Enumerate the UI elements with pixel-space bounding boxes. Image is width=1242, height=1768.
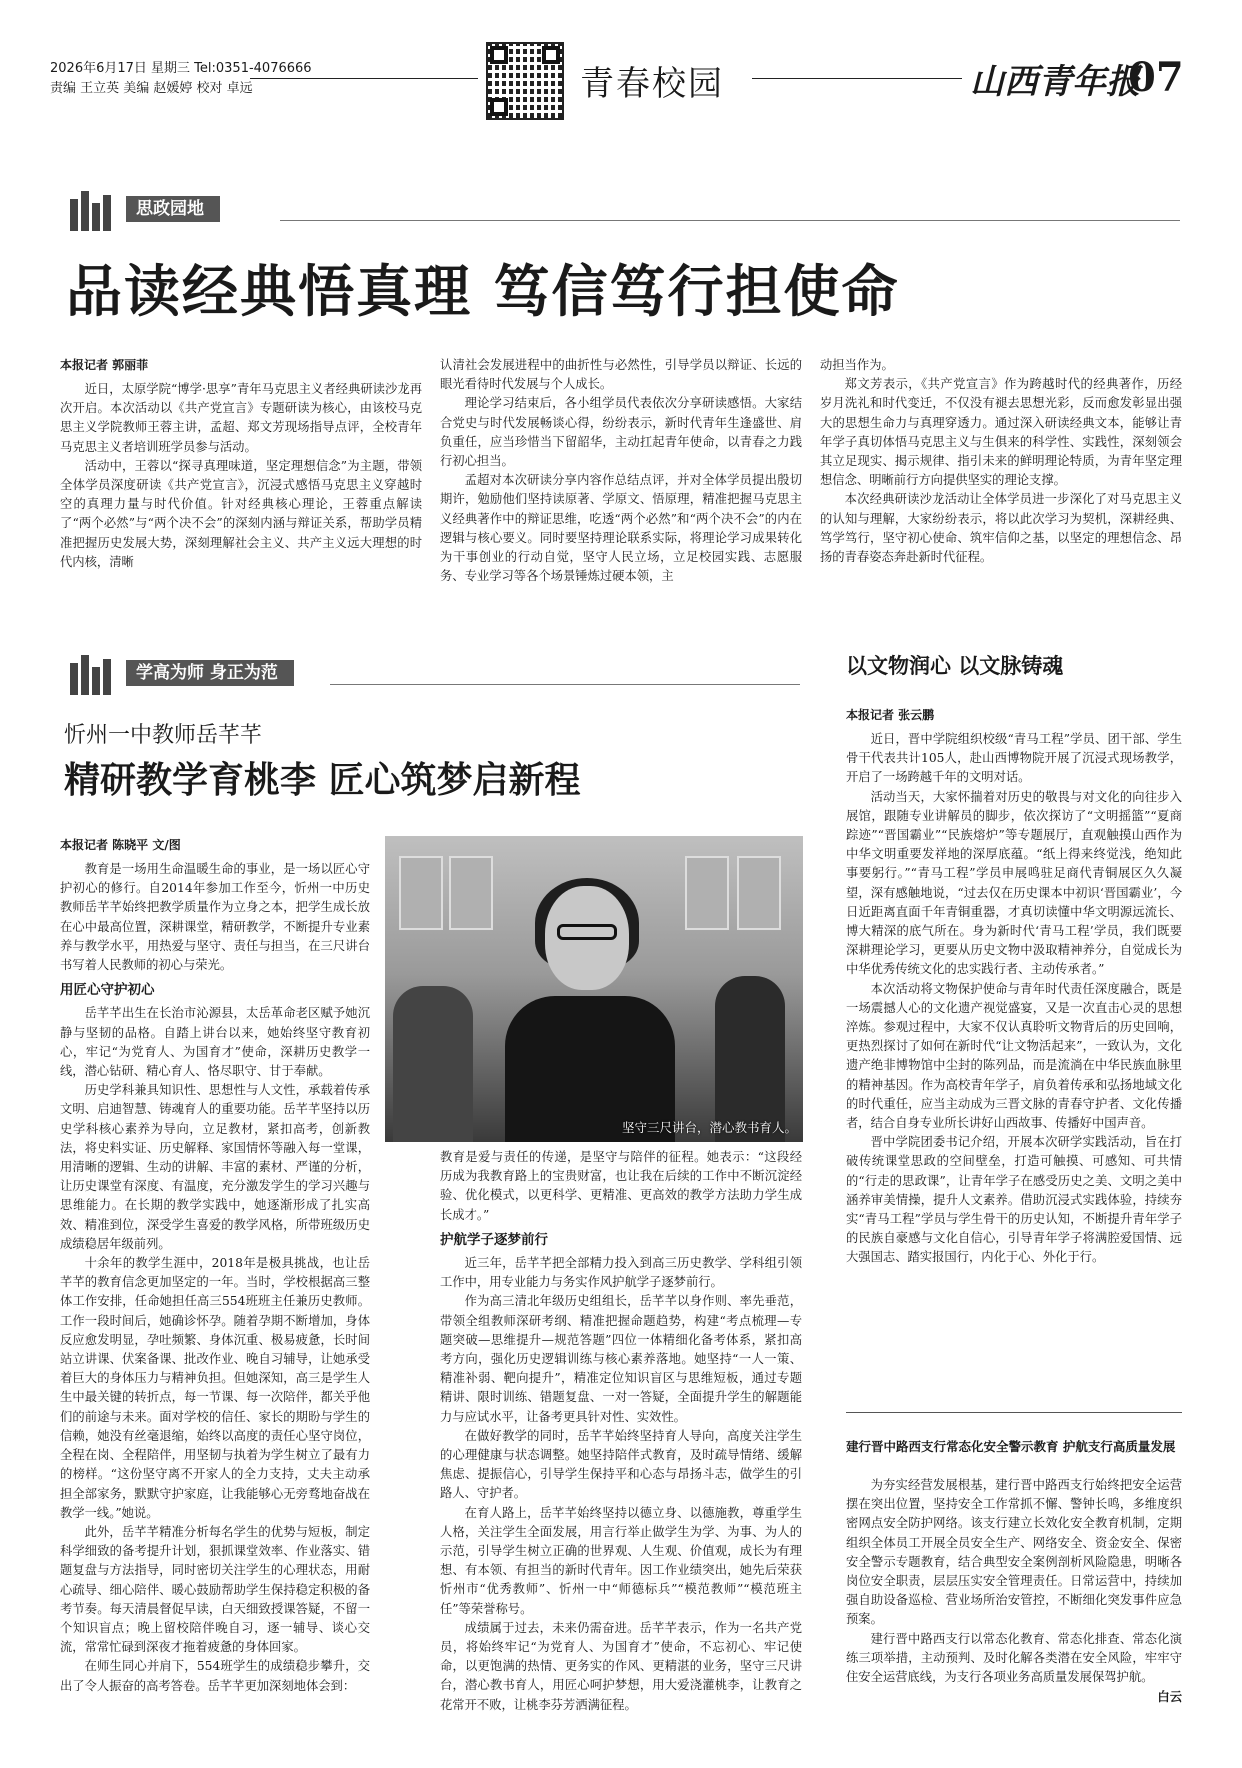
books-icon xyxy=(70,187,122,231)
paragraph: 十余年的教学生涯中，2018年是极具挑战，也让岳芊芊的教育信念更加坚定的一年。当时，学校根据高三整体工作安排，任命她担任高三554班班主任兼历史教师。工作一段时间后，她确诊怀孕。随着孕期不断增加，身体反应愈发明显，孕吐频繁、身体沉重、极易疲惫，长时间站立讲课、伏案备课、批改作业、晚自习辅导，让她承受着巨大的身体压力与精神负担。但她深知，高三是学生人生中最关键的转折点，每一节课、每一次陪伴，都关乎他们的前途与未来。面对学校的信任、家长的期盼与学生的信赖，她没有丝毫退缩，始终以高度的责任心坚守岗位，全程在岗、全程陪伴，用坚韧与执着为学生树立了最有力的榜样。“这份坚守离不开家人的全力支持，丈夫主动承担全部家务，默默守护家庭，让我能够心无旁骛地奋战在教学一线。”她说。 xyxy=(60,1256,370,1520)
paragraph: 活动当天，大家怀揣着对历史的敬畏与对文化的向往步入展馆，跟随专业讲解员的脚步，依次探访了“文明摇篮”“夏商踪迹”“晋国霸业”“民族熔炉”等专题展厅，直观触摸山西作为中华文明重要发祥地的深厚底蕴。“纸上得来终觉浅，绝知此事要躬行。”“青马工程”学员申展鸣驻足商代青铜展区久久凝望，深有感触地说，“过去仅在历史课本中初识‘晋国霸业’，今日近距离直面千年青铜重器，才真切读懂中华文明源远流长、博大精深的底气所在。身为新时代‘青马工程’学员，我们既要深耕理论学习，更要从历史文物中汲取精神养分，自觉成长为中华优秀传统文化的忠实践行者、主动传承者。” xyxy=(846,789,1182,977)
subheading: 护航学子逐梦前行 xyxy=(440,1231,548,1248)
masthead-logo: 山西青年报 xyxy=(970,62,1140,102)
books-icon xyxy=(70,651,122,695)
paragraph: 在师生同心并肩下，554班学生的成绩稳步攀升，交出了令人振奋的高考答卷。岳芊芊更加深刻地体会到： xyxy=(60,1659,370,1693)
article2-col2 xyxy=(440,1148,802,1715)
article4-rule xyxy=(846,1412,1182,1413)
paragraph: 本次经典研读沙龙活动让全体学员进一步深化了对马克思主义的认知与理解，大家纷纷表示，将以此次学习为契机，深耕经典、笃学笃行，坚守初心使命、筑牢信仰之基，以坚定的理想信念、昂扬的青春姿态奔赴新时代征程。 xyxy=(820,492,1182,565)
photo-caption: 坚守三尺讲台，潜心教书育人。 xyxy=(621,1120,797,1135)
paragraph: 本次活动将文物保护使命与青年时代责任深度融合，既是一场震撼人心的文化遗产视觉盛宴，又是一次直击心灵的思想淬炼。参观过程中，大家不仅认真聆听文物背后的历史回响，更热烈探讨了如何在新时代“让文物活起来”，一致认为，文化遗产绝非博物馆中尘封的陈列品，而是流淌在中华民族血脉里的精神基因。作为高校青年学子，肩负着传承和弘扬地域文化的时代重任，应当主动成为三晋文脉的青春守护者、文化传播者，结合自身专业所长讲好山西故事、传播好中国声音。 xyxy=(846,981,1182,1131)
header-rule-right xyxy=(752,78,962,79)
paragraph: 认清社会发展进程中的曲折性与必然性，引导学员以辩证、长远的眼光看待时代发展与个人成长。 xyxy=(440,358,802,392)
column-tag-sizheng xyxy=(70,190,220,228)
paragraph: 作为高三清北年级历史组组长，岳芊芊以身作则、率先垂范，带领全组教师深研考纲、精准把握命题趋势，构建“考点梳理—专题突破—思维提升—规范答题”四位一体精细化备考体系，紧扣高考方向，强化历史逻辑训练与核心素养落地。她坚持“一人一策、精准补弱、靶向提升”，精准定位知识盲区与思维短板，通过专题精讲、限时训练、错题复盘、一对一答疑，全面提升学生的解题能力与应试水平，让备考更具针对性、实效性。 xyxy=(440,1294,802,1424)
paragraph: 孟超对本次研读分享内容作总结点评，并对全体学员提出殷切期许，勉励他们坚持读原著、学原文、悟原理，精准把握马克思主义经典著作中的辩证思维，吃透“两个必然”和“两个决不会”的内在逻辑与核心要义。同时要坚持理论联系实际，将理论学习成果转化为干事创业的行动自觉，坚守人民立场，立足校园实践、志愿服务、专业学习等各个场景锤炼过硬本领，主 xyxy=(440,473,802,584)
paragraph: 近日，晋中学院组织校级“青马工程”学员、团干部、学生骨干代表共计105人，赴山西博物院开展了沉浸式现场教学，开启了一场跨越千年的文明对话。 xyxy=(846,732,1182,785)
article3-headline: 以文物润心 以文脉铸魂 xyxy=(846,653,1064,678)
article3-byline: 本报记者 张云鹏 xyxy=(846,708,935,722)
article3-body xyxy=(846,730,1182,1268)
paragraph: 成绩属于过去，未来仍需奋进。岳芊芊表示，作为一名共产党员，将始终牢记“为党育人、为国育才”使命，不忘初心、牢记使命，以更饱满的热情、更务实的作风、更精湛的业务，坚守三尺讲台，潜心教书育人，用匠心呵护梦想，用大爱浇灌桃李，让教育之花常开不败，让桃李芬芳洒满征程。 xyxy=(440,1620,802,1712)
column-tag-xuegao xyxy=(70,654,294,692)
article1-byline: 本报记者 郭丽菲 xyxy=(60,358,149,372)
paragraph: 活动中，王蓉以“探寻真理味道，坚定理想信念”为主题，带领全体学员深度研读《共产党宣言》，沉浸式感悟马克思主义穿越时空的真理力量与时代价值。针对经典核心理论，王蓉重点解读了“两个必然”与“两个决不会”的深刻内涵与辩证关系，帮助学员精准把握历史发展大势，深刻理解社会主义、共产主义远大理想的时代内核，清晰 xyxy=(60,458,422,569)
paragraph: 为夯实经营发展根基，建行晋中路西支行始终把安全运营摆在突出位置，坚持安全工作常抓不懈、警钟长鸣，多维度织密网点安全防护网络。该支行建立长效化安全教育机制，定期组织全体员工开展全员安全生产、网络安全、资金安全、保密安全警示专题教育，结合典型安全案例剖析风险隐患，明晰各岗位安全职责，层层压实安全管理责任。日常运营中，持续加强自助设备巡检、营业场所治安管控，不断细化突发事件应急预案。 xyxy=(846,1478,1182,1627)
article4-body xyxy=(846,1476,1182,1706)
paragraph: 近三年，岳芊芊把全部精力投入到高三历史教学、学科组引领工作中，用专业能力与务实作风护航学子逐梦前行。 xyxy=(440,1256,802,1290)
article2-headline: 精研教学育桃李 匠心筑梦启新程 xyxy=(64,759,581,801)
paragraph: 历史学科兼具知识性、思想性与人文性，承载着传承文明、启迪智慧、铸魂育人的重要功能。岳芊芊坚持以历史学科核心素养为导向，立足教材，紧扣高考，创新教法，将史料实证、历史解释、家国情怀等融入每一堂课，用清晰的逻辑、生动的讲解、丰富的素材、严谨的分析，让历史课堂有深度、有温度，充分激发学生的学习兴趣与思维能力。在长期的教学实践中，她逐渐形成了扎实高效、精准到位，深受学生喜爱的教学风格，所带班级历史成绩稳居年级前列。 xyxy=(60,1083,370,1251)
paragraph: 在育人路上，岳芊芊始终坚持以德立身、以德施教，尊重学生人格，关注学生全面发展，用言行举止做学生为学、为事、为人的示范，引导学生树立正确的世界观、人生观、价值观，成长为有理想、有本领、有担当的新时代青年。因工作业绩突出，她先后荣获忻州市“优秀教师”、忻州一中“师德标兵”“模范教师”“模范班主任”等荣誉称号。 xyxy=(440,1505,802,1616)
column-tag-label: 学高为师 身正为范 xyxy=(126,660,294,686)
paragraph: 在做好教学的同时，岳芊芊始终坚持育人导向，高度关注学生的心理健康与状态调整。她坚持陪伴式教育，及时疏导情绪、缓解焦虑、提振信心，引导学生保持平和心态与昂扬斗志，做学生的引路人、守护者。 xyxy=(440,1428,802,1501)
header-staff-line: 责编 王立英 美编 赵媛婷 校对 卓远 xyxy=(50,81,253,96)
section-title: 青春校园 xyxy=(580,64,724,104)
paragraph: 晋中学院团委书记介绍，开展本次研学实践活动，旨在打破传统课堂思政的空间壁垒，打造可触摸、可感知、可共情的“行走的思政课”，让青年学子在感受历史之美、文明之美中涵养审美情操，提升人文素养。借助沉浸式实践体验，持续夯实“青马工程”学员与学生骨干的历史认知，不断提升青年学子的民族自豪感与文化自信心，引导青年学子将满腔爱国情、远大强国志、踏实报国行，内化于心、外化于行。 xyxy=(846,1135,1182,1265)
column-tag-label: 思政园地 xyxy=(126,196,220,222)
paragraph: 近日，太原学院“博学·思享”青年马克思主义者经典研读沙龙再次开启。本次活动以《共产党宣言》专题研读为核心，由该校马克思主义学院教师王蓉主讲，孟超、郑文芳现场指导点评，全校青年马克思主义者培训班学员参与活动。 xyxy=(60,382,422,454)
paragraph: 动担当作为。 xyxy=(820,358,894,372)
header-rule-left xyxy=(250,78,478,79)
paragraph: 郑文芳表示，《共产党宣言》作为跨越时代的经典著作，历经岁月洗礼和时代变迁，不仅没有褪去思想光彩，反而愈发彰显出强大的思想生命力与真理穿透力。通过深入研读经典文本，能够让青年学子真切体悟马克思主义与生俱来的科学性、实践性，深刻领会其立足现实、揭示规律、指引未来的鲜明理论特质，为青年坚定理想信念、明晰前行方向提供坚实的理论支撑。 xyxy=(820,377,1182,488)
teacher-photo xyxy=(385,836,803,1142)
article4-headline: 建行晋中路西支行常态化安全警示教育 护航支行高质量发展 xyxy=(846,1439,1176,1454)
paragraph: 此外，岳芊芊精准分析每名学生的优势与短板，制定科学细致的备考提升计划，狠抓课堂效率、作业落实、错题复盘与方法指导，同时密切关注学生的心理状态，用耐心疏导、细心陪伴、暖心鼓励帮助学生保持稳定积极的备考节奏。每天清晨督促早读，白天细致授课答疑，不留一个知识盲点；晚上留校陪伴晚自习，逐一辅导、谈心交流，常常忙碌到深夜才拖着疲惫的身体回家。 xyxy=(60,1524,370,1655)
tag-rule xyxy=(280,220,1180,221)
paragraph: 教育是一场用生命温暖生命的事业，是一场以匠心守护初心的修行。自2014年参加工作至今，忻州一中历史教师岳芊芊始终把教学质量作为立身之本，把学生成长放在心中最高位置，深耕课堂，精研教学，不断提升专业素养与教学水平，用热爱与坚守、责任与担当，在三尺讲台书写着人民教师的初心与荣光。 xyxy=(60,862,370,973)
article1-col2 xyxy=(440,356,802,586)
paragraph: 建行晋中路西支行以常态化教育、常态化排查、常态化演练三项举措，主动预判、及时化解各类潜在安全风险，牢牢守住安全运营底线，为支行各项业务高质量发展保驾护航。 xyxy=(846,1631,1182,1685)
qr-code-icon xyxy=(488,44,562,118)
article2-kicker: 忻州一中教师岳芊芊 xyxy=(64,723,263,748)
paragraph: 教育是爱与责任的传递，是坚守与陪伴的征程。她表示：“这段经历成为我教育路上的宝贵财富，也让我在后续的工作中不断沉淀经验、优化模式，以更科学、更精准、更高效的教学方法助力学生成长成才。” xyxy=(440,1150,802,1222)
article4-sign: 白云 xyxy=(1157,1689,1182,1705)
page-number: 07 xyxy=(1128,54,1184,101)
subheading: 用匠心守护初心 xyxy=(60,982,155,999)
tag-rule xyxy=(330,684,800,685)
article2-byline: 本报记者 陈晓平 文/图 xyxy=(60,838,181,852)
article1-col3 xyxy=(820,356,1182,567)
paragraph: 岳芊芊出生在长治市沁源县，太岳革命老区赋予她沉静与坚韧的品格。自踏上讲台以来，她始终坚守教育初心，牢记“为党育人、为国育才”使命，深耕历史教学一线，潜心钻研、精心育人、恪尽职守、甘于奉献。 xyxy=(60,1006,370,1079)
article2-col1 xyxy=(60,860,370,1696)
paragraph: 理论学习结束后，各小组学员代表依次分享研读感悟。大家结合党史与时代发展畅谈心得，纷纷表示，新时代青年生逢盛世、肩负重任，应当珍惜当下留韶华，主动扛起青年使命，以青春之力践行初心担当。 xyxy=(440,396,802,469)
article1-col1 xyxy=(60,380,422,572)
header-date-line: 2026年6月17日 星期三 Tel:0351-4076666 xyxy=(50,61,312,76)
article1-headline: 品读经典悟真理 笃信笃行担使命 xyxy=(66,259,900,325)
